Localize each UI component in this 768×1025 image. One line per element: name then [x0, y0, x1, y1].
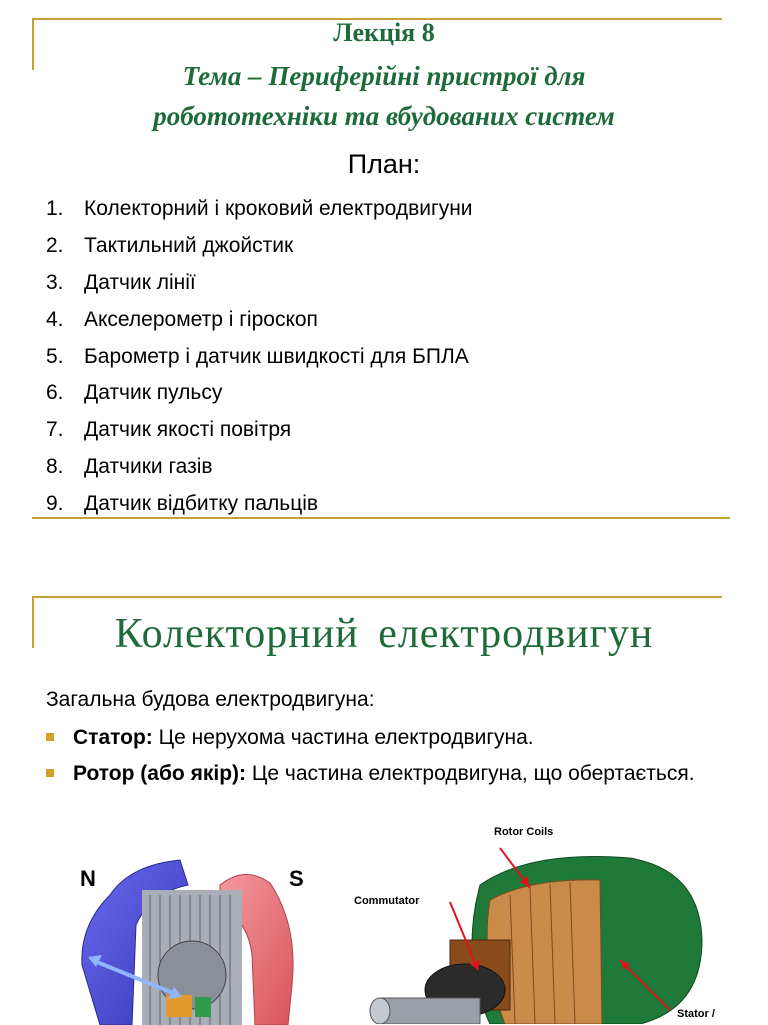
bullet-square-icon	[46, 733, 54, 741]
plan-item-number: 2.	[46, 234, 64, 258]
plan-item-number: 6.	[46, 381, 64, 405]
label-rotor-coils: Rotor Coils	[494, 826, 554, 838]
plan-item-text: Датчик пульсу	[84, 381, 223, 405]
plan-item	[46, 228, 473, 265]
plan-item	[46, 265, 473, 302]
plan-item-text: Колекторний і кроковий електродвигуни	[84, 197, 473, 221]
bullet-rotor	[46, 760, 706, 788]
plan-item-text: Барометр і датчик швидкості для БПЛА	[84, 344, 469, 368]
plan-item-number: 7.	[46, 418, 64, 442]
bullet-square-icon	[46, 769, 54, 777]
bullet-stator	[46, 724, 706, 752]
topic-line-1: Тема – Периферійні пристрої для	[182, 61, 586, 91]
plan-item-text: Тактильний джойстик	[84, 234, 294, 258]
plan-item	[46, 412, 473, 449]
plan-item	[46, 338, 473, 375]
plan-item-number: 4.	[46, 307, 64, 331]
intro-text: Загальна будова електродвигуна:	[46, 688, 375, 711]
plan-item-number: 3.	[46, 270, 64, 294]
plan-item-text: Датчики газів	[84, 454, 213, 478]
lecture-title: Лекція 8	[333, 18, 435, 47]
plan-item-text: Датчик відбитку пальців	[84, 491, 319, 515]
topic-line-2: робототехніки та вбудованих систем	[153, 101, 615, 131]
plan-item-number: 8.	[46, 454, 64, 478]
motor-magnets-illustration	[70, 845, 310, 1025]
plan-item-text: Датчик якості повітря	[84, 418, 292, 442]
plan-item-number: 1.	[46, 197, 64, 221]
plan-item	[46, 375, 473, 412]
plan-item	[46, 191, 473, 228]
plan-heading: План:	[347, 149, 421, 179]
pole-s-label: S	[289, 866, 304, 891]
plan-item-number: 5.	[46, 344, 64, 368]
topic-title	[60, 56, 708, 136]
plan-item	[46, 485, 473, 522]
bullet-text: Це нерухома частина електродвигуна.	[152, 726, 534, 749]
bullet-text: Це частина електродвигуна, що обертається.	[246, 762, 695, 785]
frame-line-top	[32, 596, 722, 598]
plan-item-text: Датчик лінії	[84, 270, 196, 294]
slide-2	[0, 590, 768, 1024]
plan-list	[46, 191, 473, 522]
plan-item-text: Акселерометр і гіроскоп	[84, 307, 318, 331]
pole-n-label: N	[80, 866, 96, 891]
bullet-term: Ротор (або якір):	[73, 762, 247, 785]
bullet-list	[46, 724, 706, 796]
label-stator: Stator /	[677, 1008, 715, 1020]
slide-title: Колекторний електродвигун	[114, 611, 654, 657]
plan-item	[46, 301, 473, 338]
bullet-term: Статор:	[73, 726, 153, 749]
plan-item	[46, 449, 473, 486]
label-commutator: Commutator	[354, 895, 420, 907]
motor-cutaway-diagram	[340, 840, 740, 1024]
plan-item-number: 9.	[46, 491, 64, 515]
